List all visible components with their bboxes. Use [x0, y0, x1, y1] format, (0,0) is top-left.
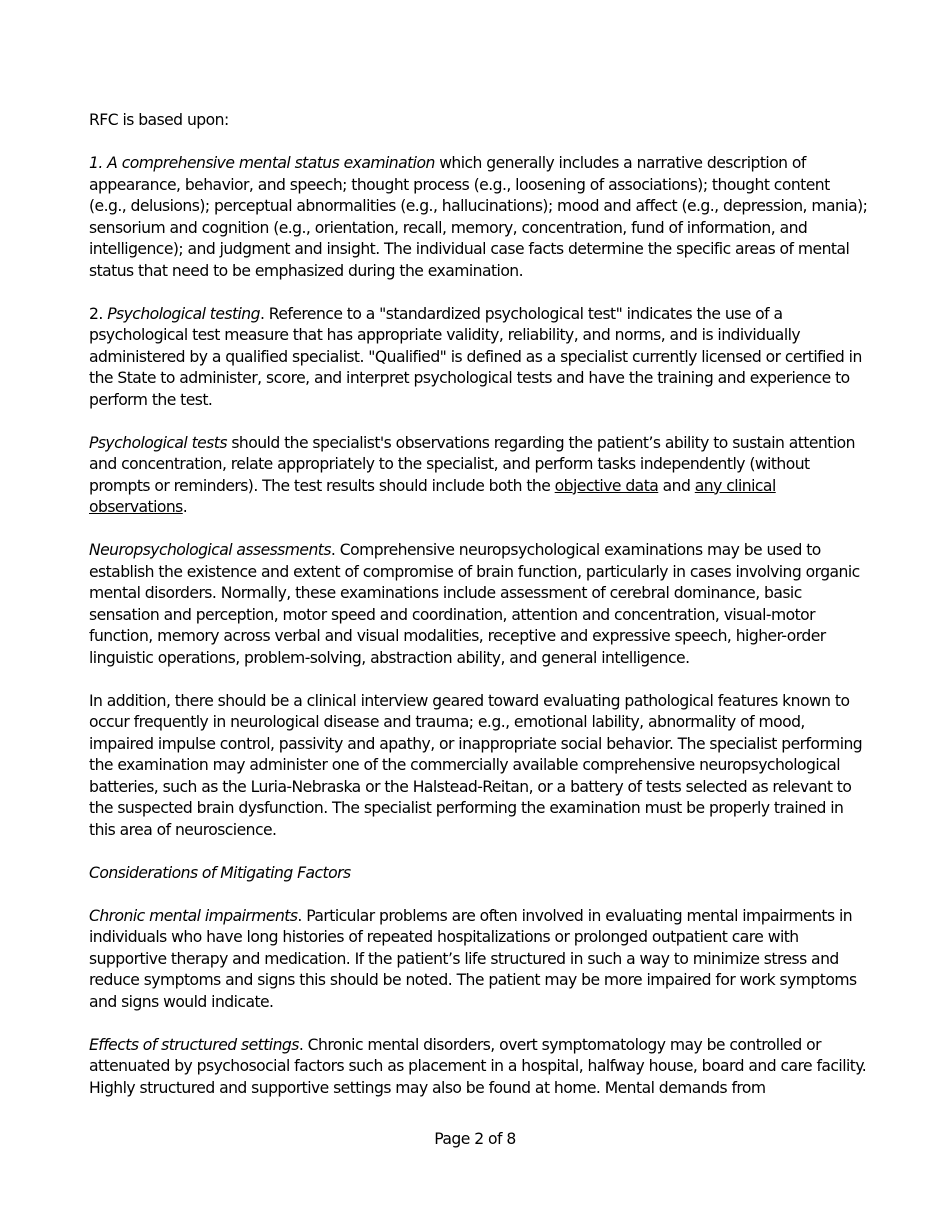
chronic-impairments-lead: Chronic mental impairments [89, 906, 298, 925]
clinical-interview-paragraph [89, 691, 871, 842]
intro-text: RFC is based upon: [89, 111, 229, 129]
neuro-assessments-text: . Comprehensive neuropsychological examinations may be used to establish the existence and extent of compromise of brain function, particularly in cases involving organic mental disorders. Normally, these examinations include assessment of cerebral dominance, basic sensation and perception, motor speed and coordination, attention and concentration, visual-motor function, memory across verbal and visual modalities, receptive and expressive speech, higher-order linguistic operations, problem-solving, abstraction ability, and general intelligence. [89, 541, 860, 667]
intro-paragraph [89, 110, 871, 132]
psych-testing-number: 2. [89, 304, 108, 323]
clinical-interview-text: In addition, there should be a clinical interview geared toward evaluating pathological features known to occur frequently in neurological disease and trauma; e.g., emotional lability, abnormality of mood, impaired impulse control, passivity and apathy, or inappropriate social behavior. The specialist performing the examination may administer one of the commercially available comprehensive neuropsychological batteries, such as the Luria-Nebraska or the Halstead-Reitan, or a battery of tests selected as relevant to the suspected brain dysfunction. The specialist performing the examination must be properly trained in this area of neuroscience. [89, 691, 863, 839]
page-number: Page 2 of 8 [434, 1130, 516, 1148]
document-body [89, 110, 871, 1121]
neuro-assessments-lead: Neuropsychological assessments [89, 541, 331, 559]
section-heading [89, 863, 871, 885]
chronic-impairments-paragraph [89, 906, 871, 1014]
section-heading-text: Considerations of Mitigating Factors [89, 863, 351, 882]
psych-tests-text: should the specialist's observations regarding the patient’s ability to sustain attention and concentration, relate appropriately to the specialist, and perform tasks independently (without prompts or reminders). The test results should include both the [89, 433, 855, 495]
psych-tests-end: . [182, 498, 188, 516]
psych-testing-lead: Psychological testing [107, 304, 260, 323]
objective-data-underline: objective data [554, 476, 659, 495]
mental-status-paragraph [89, 153, 871, 282]
chronic-impairments-text: . Particular problems are often involved in evaluating mental impairments in individuals who have long histories of repeated hospitalizations or prolonged outpatient care with supportive therapy and medication. If the patient’s life structured in such a way to minimize stress and reduce symptoms and signs this should be noted. The patient may be more impaired for work symptoms and signs would indicate. [89, 906, 857, 1011]
psych-testing-text: . Reference to a "standardized psychological test" indicates the use of a psychological test measure that has appropriate validity, reliability, and norms, and is individually administered by a qualified specialist. "Qualified" is defined as a specialist currently licensed or certified in the State to administer, score, and interpret psychological tests and have the training and experience to perform the test. [89, 304, 862, 409]
psych-tests-lead: Psychological tests [89, 433, 227, 452]
psych-tests-mid: and [658, 476, 695, 495]
page-footer [0, 1129, 950, 1151]
psych-testing-paragraph [89, 304, 871, 412]
structured-settings-text: . Chronic mental disorders, overt symptomatology may be controlled or attenuated by psychosocial factors such as placement in a hospital, halfway house, board and care facility. Highly structured and supportive settings may also be found at home. Mental demands from [89, 1035, 867, 1097]
clinical-observations-underline: any clinical observations [89, 476, 776, 516]
mental-status-lead: 1. A comprehensive mental status examination [89, 154, 435, 172]
psych-tests-paragraph [89, 433, 871, 519]
mental-status-text: which generally includes a narrative description of appearance, behavior, and speech; thought process (e.g., loosening of associations); thought content (e.g., delusions); perceptual abnormalities (e.g., hallucinations); mood and affect (e.g., depression, mania); sensorium and cognition (e.g., orientation, recall, memory, concentration, fund of information, and intelligence); and judgment and insight. The individual case facts determine the specific areas of mental status that need to be emphasized during the examination. [89, 154, 868, 280]
structured-settings-paragraph [89, 1035, 871, 1100]
neuro-assessments-paragraph [89, 540, 871, 669]
structured-settings-lead: Effects of structured settings [89, 1035, 299, 1054]
